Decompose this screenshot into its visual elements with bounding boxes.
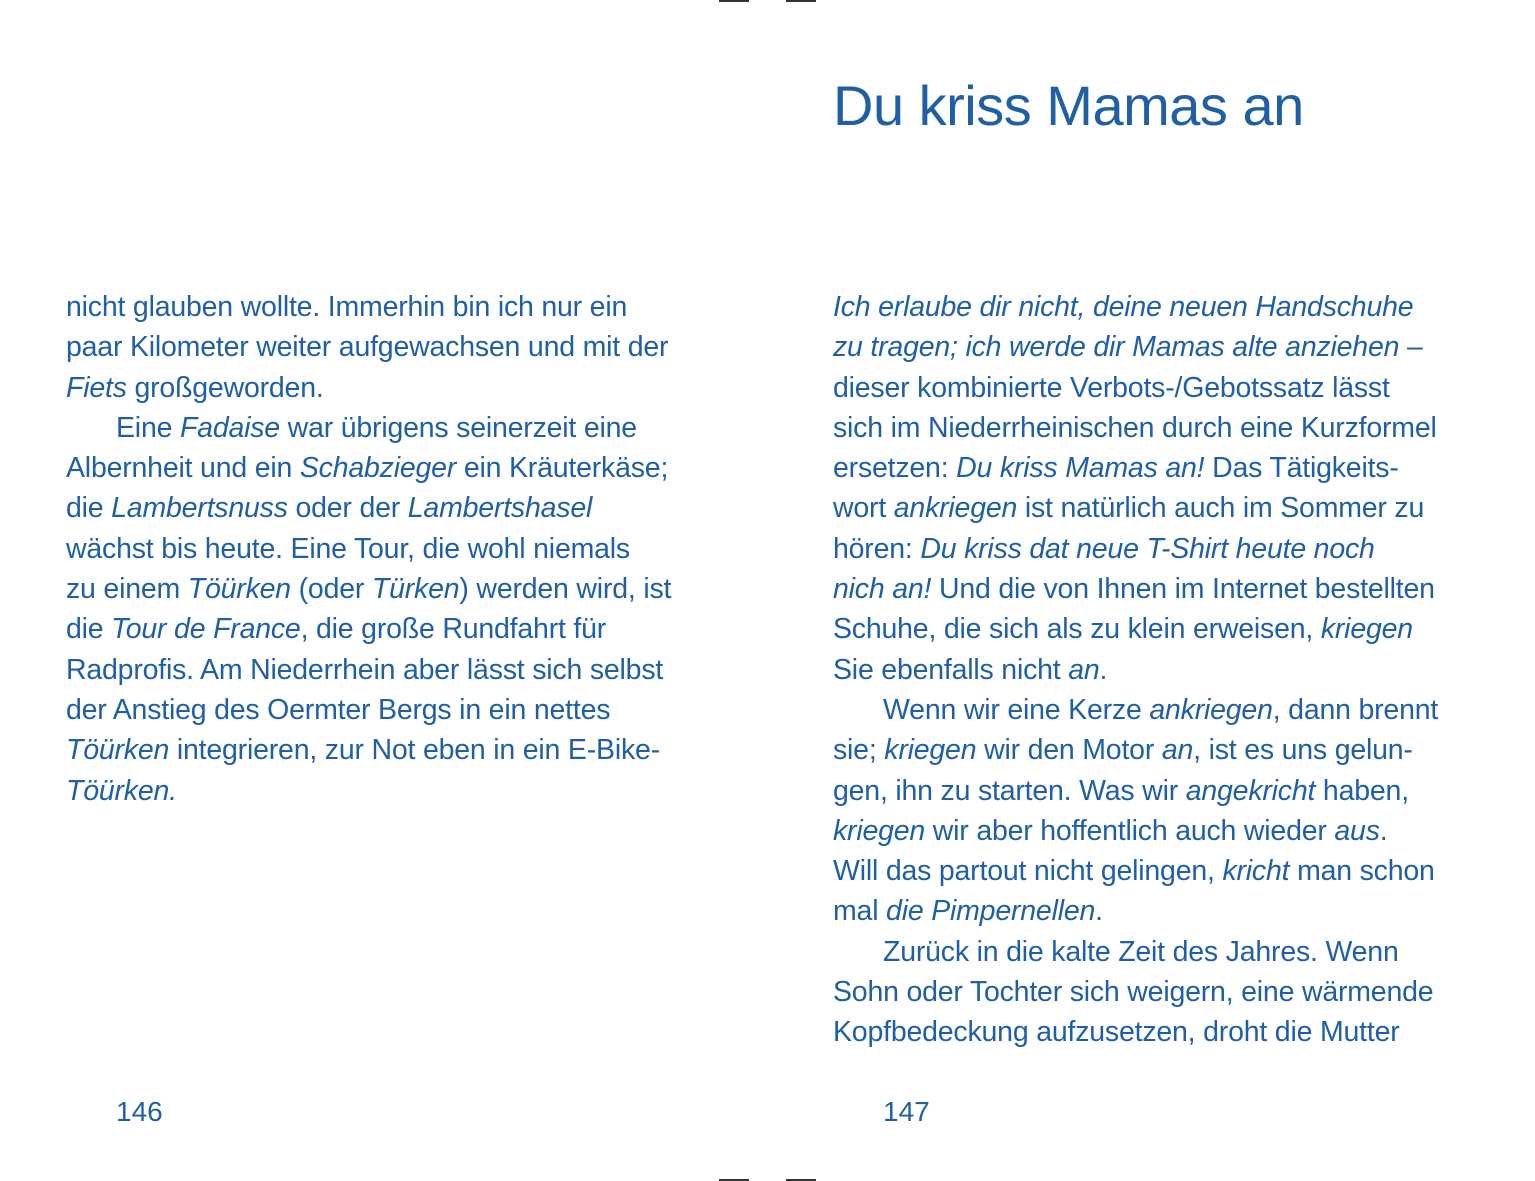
left-page: [0, 0, 767, 1181]
text-segment: dieser kombinierte Verbots-/Gebotssatz lässt: [833, 371, 1390, 404]
text-line: [66, 690, 726, 730]
italic-text: die Pimpernellen: [886, 895, 1096, 928]
text-line: [66, 408, 726, 448]
page-number-left: 146: [116, 1096, 163, 1127]
italic-text: Fadaise: [179, 411, 280, 444]
text-line: [833, 650, 1493, 690]
text-line: [833, 609, 1493, 649]
italic-text: nich an!: [833, 573, 932, 606]
italic-text: Schabzieger: [299, 452, 457, 485]
text-line: [833, 368, 1493, 408]
text-segment: integrieren, zur Not eben in ein E-Bike-: [169, 734, 660, 767]
text-segment: oder der: [287, 492, 408, 525]
text-segment: der Anstieg des Oermter Bergs in ein nettes: [66, 693, 611, 726]
text-segment: hören:: [833, 532, 921, 565]
text-segment: .: [1379, 814, 1388, 847]
text-segment: sich im Niederrheinischen durch eine Kurzformel: [833, 411, 1437, 444]
italic-text: Töürken: [66, 734, 170, 767]
italic-text: ankriegen: [893, 492, 1018, 525]
text-line: [833, 851, 1493, 891]
page-number-right: 147: [883, 1096, 930, 1127]
text-line: [833, 730, 1493, 770]
text-line: [833, 972, 1493, 1012]
text-line: [66, 730, 726, 770]
text-line: [66, 569, 726, 609]
text-segment: ) werden wird, ist: [459, 573, 672, 606]
text-line: [66, 529, 726, 569]
text-segment: die: [66, 492, 112, 525]
text-segment: wort: [833, 492, 894, 525]
text-line: [66, 650, 726, 690]
text-segment: Wenn wir eine Kerze: [883, 693, 1150, 726]
text-segment: haben,: [1315, 774, 1409, 807]
text-line: [833, 1012, 1493, 1052]
italic-text: an: [1068, 653, 1100, 686]
text-segment: nicht glauben wollte. Immerhin bin ich nur ein: [66, 291, 628, 323]
italic-text: aus: [1334, 814, 1380, 847]
text-line: [833, 529, 1493, 569]
text-line: [833, 569, 1493, 609]
text-line: [833, 891, 1493, 931]
text-line: [66, 327, 726, 367]
text-segment: sie;: [833, 734, 885, 767]
text-segment: Radprofis. Am Niederrhein aber lässt sich selbst: [66, 653, 664, 686]
text-segment: Kopfbedeckung aufzusetzen, droht die Mutter: [833, 1016, 1400, 1049]
italic-text: Türken: [371, 573, 460, 606]
crop-mark-top-right: [786, 0, 816, 2]
chapter-title: Du kriss Mamas an: [833, 74, 1304, 137]
text-segment: , dann brennt: [1272, 693, 1439, 726]
text-line: [66, 448, 726, 488]
text-segment: man schon: [1289, 855, 1435, 888]
right-page: [767, 0, 1535, 1181]
text-line: [66, 771, 726, 811]
text-segment: Das Tätigkeits-: [1204, 452, 1399, 485]
text-line: [833, 932, 1493, 972]
text-segment: Will das partout nicht gelingen,: [833, 855, 1223, 888]
text-segment: Sie ebenfalls nicht: [833, 653, 1069, 686]
italic-text: Fiets: [66, 371, 127, 404]
italic-text: kricht: [1222, 855, 1290, 888]
right-body-text: [833, 287, 1493, 1053]
text-segment: ersetzen:: [833, 452, 957, 485]
text-segment: ein Kräuterkäse;: [456, 452, 669, 485]
italic-text: Töürken: [187, 573, 291, 606]
italic-text: kriegen: [833, 814, 926, 847]
italic-text: Du kriss Mamas an!: [956, 452, 1205, 485]
text-line: [833, 327, 1493, 367]
text-segment: gen, ihn zu starten. Was wir: [833, 774, 1186, 807]
text-segment: (oder: [290, 573, 372, 606]
text-segment: Albernheit und ein: [66, 452, 300, 485]
text-line: [833, 771, 1493, 811]
italic-text: Lambertsnuss: [111, 492, 288, 525]
italic-text: Ich erlaube dir nicht, deine neuen Handschuhe: [833, 291, 1414, 323]
text-segment: , ist es uns gelun-: [1193, 734, 1413, 767]
text-line: [833, 690, 1493, 730]
text-segment: Und die von Ihnen im Internet bestellten: [931, 573, 1435, 606]
text-segment: .: [1099, 653, 1108, 686]
text-segment: großgeworden.: [126, 371, 324, 404]
text-line: [66, 368, 726, 408]
text-segment: Sohn oder Tochter sich weigern, eine wärmende: [833, 976, 1434, 1009]
text-segment: die: [66, 613, 112, 646]
text-segment: Zurück in die kalte Zeit des Jahres. Wenn: [883, 935, 1399, 968]
text-segment: wir den Motor: [976, 734, 1162, 767]
text-segment: .: [1095, 895, 1103, 928]
italic-text: Töürken.: [66, 774, 177, 807]
text-segment: wächst bis heute. Eine Tour, die wohl niemals: [66, 532, 630, 565]
text-line: [66, 488, 726, 528]
text-line: [833, 448, 1493, 488]
text-segment: –: [1399, 331, 1423, 364]
italic-text: kriegen: [884, 734, 977, 767]
text-segment: war übrigens seinerzeit eine: [279, 411, 637, 444]
text-line: [833, 287, 1493, 327]
italic-text: Du kriss dat neue T-Shirt heute noch: [920, 532, 1375, 565]
text-segment: zu einem: [66, 573, 188, 606]
italic-text: zu tragen; ich werde dir Mamas alte anziehen: [833, 331, 1400, 364]
text-line: [833, 488, 1493, 528]
text-line: [66, 609, 726, 649]
text-line: [833, 408, 1493, 448]
text-segment: Schuhe, die sich als zu klein erweisen,: [833, 613, 1321, 646]
text-segment: wir aber hoffentlich auch wieder: [925, 814, 1335, 847]
text-line: [833, 811, 1493, 851]
text-segment: , die große Rundfahrt für: [300, 613, 607, 646]
italic-text: kriegen: [1320, 613, 1413, 646]
left-body-text: [66, 287, 726, 811]
italic-text: an: [1161, 734, 1194, 767]
text-segment: ist natürlich auch im Sommer zu: [1017, 492, 1425, 525]
text-segment: paar Kilometer weiter aufgewachsen und mit der: [66, 331, 669, 364]
crop-mark-top-left: [719, 0, 749, 2]
italic-text: angekricht: [1185, 774, 1316, 807]
text-segment: Eine: [116, 411, 180, 444]
italic-text: ankriegen: [1149, 693, 1273, 726]
text-line: [66, 287, 726, 327]
italic-text: Tour de France: [111, 613, 301, 646]
text-segment: mal: [833, 895, 887, 928]
italic-text: Lambertshasel: [407, 492, 593, 525]
